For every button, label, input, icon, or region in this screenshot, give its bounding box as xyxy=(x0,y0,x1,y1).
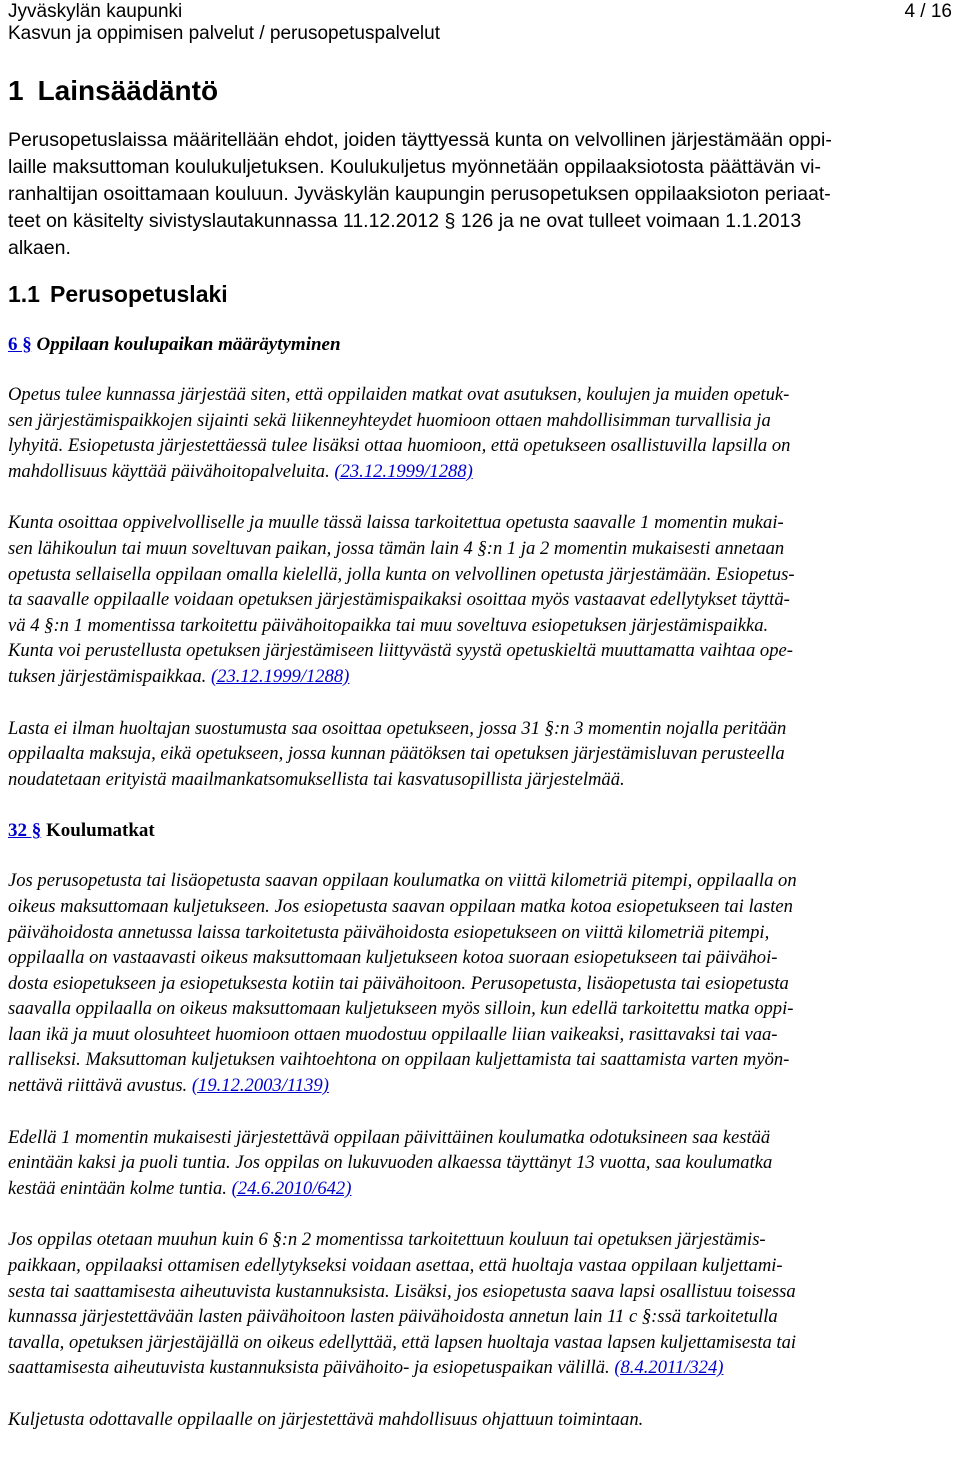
subchapter-title: Perusopetuslaki xyxy=(49,281,228,307)
amendment-link-23-12-1999-b[interactable]: (23.12.1999/1288) xyxy=(210,665,350,687)
header-department: Kasvun ja oppimisen palvelut / perusopetuspalvelut xyxy=(8,23,440,44)
section-6-heading xyxy=(8,332,952,358)
page-number: 4 / 16 xyxy=(904,1,952,22)
intro-paragraph: Perusopetuslaissa määritellään ehdot, joiden täyttyessä kunta on velvollinen järjestämään oppi- laille maksuttoman koulukuljetuksen. Koulukuljetus myönnetään oppilaaksiotosta päättävän vi- ranhaltijan osoittamaan kouluun. Jyväskylän kaupungin perusopetuksen oppilaaksioton periaat- teet on käsitelty sivistyslautakunnassa 11.12.2012 § 126 ja ne ovat tulleet voimaan 1.1.2013 alkaen. xyxy=(8,129,832,259)
section-32-heading xyxy=(8,818,952,844)
section-32-title: Koulumatkat xyxy=(46,820,155,842)
document-page xyxy=(8,0,952,1433)
subchapter-heading xyxy=(8,280,952,308)
section-6-paragraph-2 xyxy=(8,510,952,689)
chapter-number: 1 xyxy=(8,75,24,106)
section-6-paragraph-3: Lasta ei ilman huoltajan suostumusta saa osoittaa opetukseen, jossa 31 §:n 3 momentin nojalla peritään oppilaalta maksuja, eikä opetukseen, jossa kunnan päätöksen tai opetuksen järjestämisluvan perusteella noudatetaan erityistä maailmankatsomuksellista tai kasvatusopillista järjestelmää. xyxy=(8,717,787,790)
section-32-paragraph-3 xyxy=(8,1227,952,1381)
section-6-link[interactable]: 6 § xyxy=(8,334,32,355)
amendment-link-24-6-2010[interactable]: (24.6.2010/642) xyxy=(231,1177,352,1199)
section-6-paragraph-2-text: Kunta osoittaa oppivelvolliselle ja muulle tässä laissa tarkoitettua opetusta saavalle 1 momentin mukai- sen lähikoulun tai muun soveltuvan paikan, jossa tämän lain 4 §:n 1 ja 2 momentin mukaisesti annetaan opetusta sellaisella oppilaan omalla kielellä, jolla kunta on velvollinen opetusta järjestämään. Esiopetus- ta saavalle oppilaalle voidaan opetuksen järjestämispaikaksi osoittaa myös vastaavat edellytykset täyttä- vä 4 §:n 1 momentissa tarkoitettu päivähoitopaikka tai muu soveltuva esiopetuksen järjestämispaikka. Kunta voi perustellusta opetuksen järjestämiseen liittyvästä syystä opetuskieltä muuttamatta vaihtaa ope- tuksen järjestämispaikkaa. xyxy=(8,512,795,687)
section-32-link[interactable]: 32 § xyxy=(8,820,42,842)
section-6-paragraph-1-text: Opetus tulee kunnassa järjestää siten, että oppilaiden matkat ovat asutuksen, koulujen ja muiden opetuk- sen järjestämispaikkojen sijainti sekä liikenneyhteydet huomioon ottaen mahdollisimman turvallisia ja lyhyitä. Esiopetusta järjestettäessä tulee lisäksi ottaa huomioon, että opetukseen osallistuvilla lapsilla on mahdollisuus käyttää päivähoitopalveluita. xyxy=(8,384,791,482)
section-32-paragraph-2-text: Edellä 1 momentin mukaisesti järjestettävä oppilaan päivittäinen koulumatka odotuksineen saa kestää enintään kaksi ja puoli tuntia. Jos oppilas on lukuvuoden alkaessa täyttänyt 13 vuotta, saa koulumatka kestää enintään kolme tuntia. xyxy=(8,1126,773,1199)
section-32-paragraph-1-text: Jos perusopetusta tai lisäopetusta saavan oppilaan koulumatka on viittä kilometriä pitempi, oppilaalla on oikeus maksuttomaan kuljetukseen. Jos esiopetusta saavan oppilaan matka kotoa esiopetukseen tai lasten päivähoidosta annetussa laissa tarkoitetusta päivähoidosta esiopetukseen on viittä kilometriä pitempi, oppilaalla on vastaavasti oikeus maksuttomaan kuljetukseen kotoa suoraan esiopetukseen tai päivähoi- dosta esiopetukseen ja esiopetuksesta kotiin tai päivähoitoon. Perusopetusta, lisäopetusta tai esiopetusta saavalla oppilaalla on oikeus maksuttomaan kuljetukseen myös silloin, kun edellä tarkoitettu matka oppi- laan ikä ja muut olosuhteet huomioon ottaen muodostuu oppilaalle liian vaikeaksi, rasittavaksi tai vaa- ralliseksi. Maksuttoman kuljetuksen vaihtoehtona on oppilaan kuljettamista tai saattamista varten myön- nettävä riittävä avustus. xyxy=(8,870,797,1097)
amendment-link-8-4-2011[interactable]: (8.4.2011/324) xyxy=(614,1357,724,1379)
amendment-link-19-12-2003[interactable]: (19.12.2003/1139) xyxy=(191,1075,329,1097)
section-32-paragraph-1 xyxy=(8,868,952,1098)
page-header xyxy=(8,0,952,45)
section-32-paragraph-3-text: Jos oppilas otetaan muuhun kuin 6 §:n 2 momentissa tarkoitettuun kouluun tai opetuksen järjestämis- paikkaan, oppilaaksi ottamisen edellytykseksi voidaan asettaa, että huoltaja vastaa oppilaan kuljettami- sesta tai saattamisesta aiheutuvista kustannuksista. Lisäksi, jos esiopetusta saava lapsi osallistuu toisessa kunnassa järjestettävään lasten päivähoitoon lasten päivähoidosta annetun lain 11 c §:ssä tarkoitetulla tavalla, opetuksen järjestäjällä on oikeus edellyttää, että lapsen huoltaja vastaa lapsen kuljettamisesta tai saattamisesta aiheutuvista kustannuksista päivähoito- ja esiopetuspaikan välillä. xyxy=(8,1229,797,1379)
amendment-link-23-12-1999-a[interactable]: (23.12.1999/1288) xyxy=(334,460,473,482)
chapter-title: Lainsäädäntö xyxy=(37,75,219,106)
section-6-title: Oppilaan koulupaikan määräytyminen xyxy=(36,334,341,355)
header-organization: Jyväskylän kaupunki xyxy=(8,1,183,22)
section-32-paragraph-4: Kuljetusta odottavalle oppilaalle on järjestettävä mahdollisuus ohjattuun toimintaan. xyxy=(8,1409,644,1430)
subchapter-number: 1.1 xyxy=(8,281,40,307)
section-6-paragraph-1 xyxy=(8,382,952,484)
section-32-paragraph-2 xyxy=(8,1125,952,1202)
chapter-heading xyxy=(8,75,952,107)
